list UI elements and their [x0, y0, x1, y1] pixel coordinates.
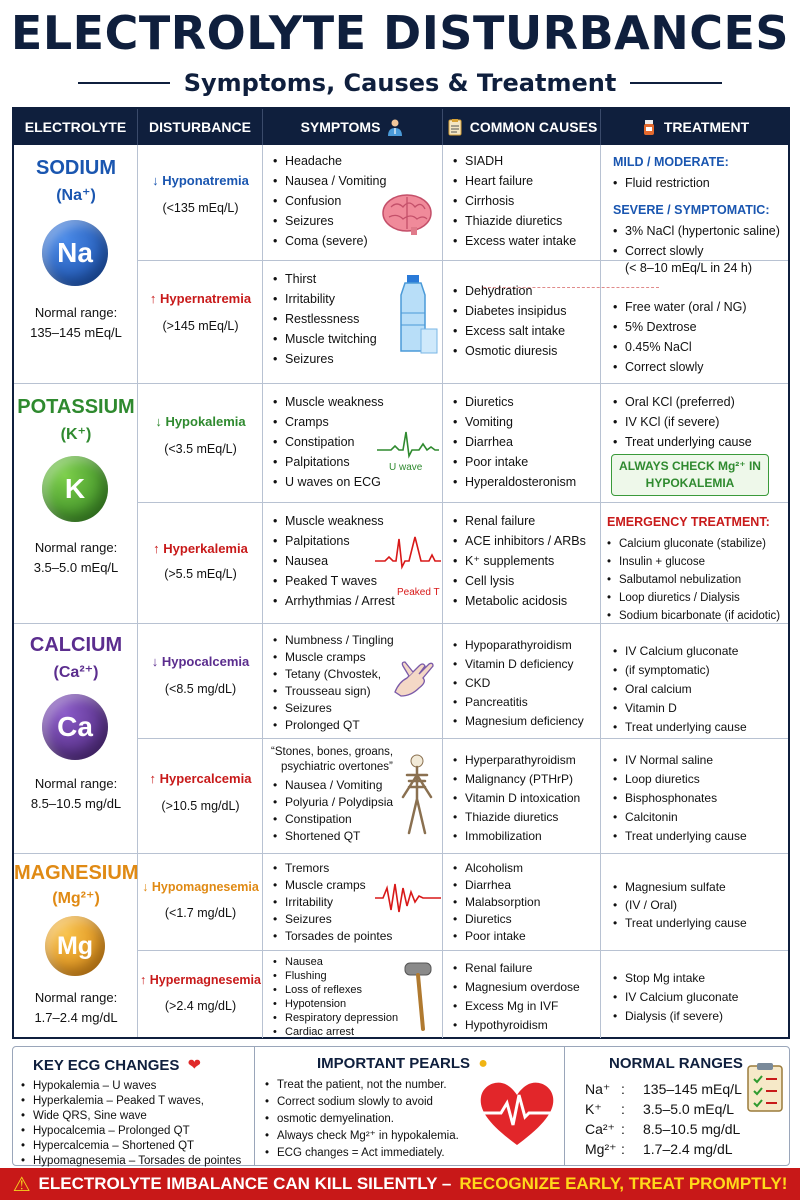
cause-list	[453, 151, 576, 251]
magnesium-ball-icon: Mg	[45, 916, 105, 976]
treatment-list	[613, 392, 752, 452]
hypomagnesemia-row	[138, 854, 788, 950]
list-item: • Diarrhea	[453, 877, 540, 894]
treatment-heading: EMERGENCY TREATMENT:	[607, 515, 770, 529]
treatment-cell	[601, 951, 788, 1038]
causes-cell	[443, 384, 601, 502]
list-item: • Treat underlying cause	[613, 718, 747, 737]
list-item: • Nausea	[273, 955, 398, 969]
list-item: • Nausea / Vomiting	[273, 777, 393, 794]
list-item: • Seizures	[273, 700, 394, 717]
list-item: • Treat underlying cause	[613, 827, 747, 846]
list-item: • Muscle cramps	[273, 877, 392, 894]
ecg-title: KEY ECG CHANGES ❤	[33, 1057, 201, 1074]
treatment-cell	[601, 145, 788, 275]
list-item: • Fluid restriction	[613, 173, 710, 193]
potassium-cell	[14, 384, 138, 623]
list-item: • K⁺ supplements	[453, 551, 586, 571]
disturbance-cell	[138, 739, 263, 854]
list-item: • Flushing	[273, 969, 398, 983]
cause-list	[453, 281, 566, 361]
list-item: • Hypercalcemia – Shortened QT	[21, 1139, 241, 1154]
list-item: • Renal failure	[453, 959, 580, 978]
symptoms-cell	[263, 739, 443, 854]
list-item: • Vitamin D	[613, 699, 747, 718]
disturbance-threshold: (<3.5 mEq/L)	[164, 442, 237, 456]
list-item: • Respiratory depression	[273, 1011, 398, 1025]
list-item: • Malabsorption	[453, 894, 540, 911]
causes-cell	[443, 145, 601, 260]
list-item: • Thiazide diuretics	[453, 211, 576, 231]
list-item: • Muscle weakness	[273, 511, 395, 531]
list-item-continuation: • Wide QRS, Sine wave	[21, 1109, 241, 1124]
electrolyte-table	[12, 107, 790, 1039]
sodium-group	[14, 145, 788, 383]
page-subtitle: Symptoms, Causes & Treatment	[183, 69, 617, 97]
table-header	[14, 109, 788, 145]
list-item: • Diarrhea	[453, 432, 576, 452]
electrolyte-symbol: (Mg²⁺)	[52, 890, 100, 907]
hyperkalemia-row	[138, 502, 788, 624]
list-item: • Constipation	[273, 811, 393, 828]
list-item: • Seizures	[273, 349, 377, 369]
list-item: • Dehydration	[453, 281, 566, 301]
list-item: • Alcoholism	[453, 860, 540, 877]
list-item: • Excess Mg in IVF	[453, 997, 580, 1016]
causes-cell	[443, 624, 601, 738]
ecg-u-wave-icon	[377, 428, 439, 465]
disturbance-cell	[138, 624, 263, 738]
list-item: • Osmotic diuresis	[453, 341, 566, 361]
list-item: • IV Calcium gluconate	[613, 988, 738, 1007]
list-item: • ACE inhibitors / ARBs	[453, 531, 586, 551]
range-value: 8.5–10.5 mg/dL	[30, 796, 122, 811]
disturbance-threshold: (>10.5 mg/dL)	[161, 799, 240, 813]
list-item: • Loop diuretics	[613, 770, 747, 789]
disturbance-name: ↑ Hypercalcemia	[149, 771, 252, 786]
list-item: • Arrhythmias / Arrest	[273, 591, 395, 611]
doctor-icon	[386, 118, 404, 136]
potassium-group	[14, 383, 788, 623]
disturbance-name: ↑ Hyperkalemia	[153, 541, 248, 556]
disturbance-cell	[138, 384, 263, 502]
calcium-cell	[14, 624, 138, 853]
list-item: • Tremors	[273, 860, 392, 877]
list-item: • Heart failure	[453, 171, 576, 191]
list-item: • Seizures	[273, 911, 392, 928]
ecg-list	[21, 1079, 241, 1169]
list-item: • Pancreatitis	[453, 693, 584, 712]
range-value: 1.7–2.4 mg/dL	[34, 1010, 118, 1025]
lightbulb-icon: ●	[478, 1055, 488, 1072]
list-item: • Correct slowly	[613, 241, 780, 261]
symptoms-cell	[263, 624, 443, 738]
list-item: • Vitamin D deficiency	[453, 655, 584, 674]
list-item: • Calcitonin	[613, 808, 747, 827]
cause-list	[453, 860, 540, 945]
range-label: Normal range:	[34, 776, 118, 791]
sodium-ball-icon: Na	[42, 220, 108, 286]
list-item: • 0.45% NaCl	[613, 337, 747, 357]
list-item: • Cell lysis	[453, 571, 586, 591]
list-item: • 5% Dextrose	[613, 317, 747, 337]
header-treatment: TREATMENT	[601, 109, 788, 145]
list-item: • Cramps	[273, 412, 384, 432]
list-item: • Polyuria / Polydipsia	[273, 794, 393, 811]
list-item: • Muscle weakness	[273, 392, 384, 412]
list-item: • Muscle cramps	[273, 649, 394, 666]
list-item: • IV Normal saline	[613, 751, 747, 770]
cause-list	[453, 636, 584, 731]
list-item: • Treat underlying cause	[613, 432, 752, 452]
treatment-note: (< 8–10 mEq/L in 24 h)	[625, 261, 753, 275]
disturbance-name: ↓ Hyponatremia	[152, 173, 249, 188]
causes-cell	[443, 503, 601, 624]
electrolyte-symbol: (K⁺)	[60, 426, 92, 443]
list-item: • CKD	[453, 674, 584, 693]
treatment-list	[613, 297, 747, 377]
heart-ecg-icon	[477, 1077, 557, 1154]
disturbance-name: ↑ Hypermagnesemia	[140, 973, 261, 987]
disturbance-name: ↑ Hypernatremia	[149, 291, 252, 306]
symptom-list	[273, 392, 384, 492]
list-item: • Hypothyroidism	[453, 1016, 580, 1035]
list-item: • Restlessness	[273, 309, 377, 329]
list-item: • Hyperkalemia – Peaked T waves,	[21, 1094, 241, 1109]
list-item: • Treat the patient, not the number.	[265, 1077, 459, 1094]
calcium-group	[14, 623, 788, 853]
electrolyte-name: POTASSIUM	[17, 396, 135, 418]
sodium-cell	[14, 145, 138, 383]
treatment-list	[613, 751, 747, 846]
treatment-list	[613, 878, 747, 932]
range-label: Normal range:	[34, 540, 118, 555]
divider	[630, 82, 722, 84]
treatment-list	[613, 221, 780, 261]
list-item: • Thiazide diuretics	[453, 808, 580, 827]
treatment-list	[607, 535, 780, 625]
warning-icon: ⚠	[12, 1173, 31, 1196]
pearls-list	[265, 1077, 459, 1162]
list-item: • Insulin + glucose	[607, 553, 780, 571]
treatment-list	[613, 969, 738, 1026]
page-title: ELECTROLYTE DISTURBANCES	[10, 6, 790, 60]
reflex-hammer-icon	[401, 957, 437, 1038]
list-item: • Excess water intake	[453, 231, 576, 251]
list-item: • Nausea	[273, 551, 395, 571]
electrolyte-name: CALCIUM	[29, 634, 123, 656]
hyponatremia-row	[138, 145, 788, 275]
electrolyte-symbol: (Ca²⁺)	[53, 664, 99, 681]
list-item: • Sodium bicarbonate (if acidotic)	[607, 607, 780, 625]
symptoms-cell	[263, 951, 443, 1038]
disturbance-cell	[138, 951, 263, 1038]
list-item: • Hyperparathyroidism	[453, 751, 580, 770]
list-item: • Oral calcium	[613, 680, 747, 699]
hypocalcemia-row	[138, 624, 788, 738]
disturbance-threshold: (>5.5 mEq/L)	[164, 567, 237, 581]
list-item: • Numbness / Tingling	[273, 632, 394, 649]
list-item: • Bisphosphonates	[613, 789, 747, 808]
symptom-list	[273, 777, 393, 845]
list-item: • Vomiting	[453, 412, 576, 432]
pearls-title: IMPORTANT PEARLS ●	[317, 1055, 488, 1072]
list-item: • Loss of reflexes	[273, 983, 398, 997]
list-item: • Thirst	[273, 269, 377, 289]
causes-cell	[443, 261, 601, 383]
warning-banner	[0, 1168, 800, 1200]
list-item: • Palpitations	[273, 531, 395, 551]
wave-label: U wave	[389, 462, 423, 473]
hand-icon	[389, 652, 437, 705]
hypernatremia-row	[138, 260, 788, 383]
magnesium-group	[14, 853, 788, 1037]
pearls-box	[255, 1047, 565, 1165]
list-item: • Seizures	[273, 211, 386, 231]
disturbance-cell	[138, 854, 263, 950]
list-item: • Prolonged QT	[273, 717, 394, 734]
list-item: • IV KCl (if severe)	[613, 412, 752, 432]
treatment-cell	[601, 503, 788, 624]
hypermagnesemia-row	[138, 950, 788, 1038]
ranges-title: NORMAL RANGES	[609, 1055, 743, 1072]
hypokalemia-row	[138, 384, 788, 502]
treatment-list	[613, 173, 710, 193]
electrolyte-name: MAGNESIUM	[14, 862, 139, 884]
list-item: • Magnesium sulfate	[613, 878, 747, 896]
list-item: • ECG changes = Act immediately.	[265, 1145, 459, 1162]
list-item-continuation: • Trousseau sign)	[273, 683, 394, 700]
list-item: • Poor intake	[453, 928, 540, 945]
list-item: • Irritability	[273, 894, 392, 911]
header-symptoms: SYMPTOMS	[263, 109, 443, 145]
ecg-torsades-icon	[375, 880, 441, 921]
list-item: • Salbutamol nebulization	[607, 571, 780, 589]
list-item: • U waves on ECG	[273, 472, 384, 492]
list-item: • Diabetes insipidus	[453, 301, 566, 321]
list-item: • Excess salt intake	[453, 321, 566, 341]
potassium-ball-icon: K	[42, 456, 108, 522]
disturbance-cell	[138, 503, 263, 624]
cause-list	[453, 511, 586, 611]
list-item: • Diuretics	[453, 392, 576, 412]
disturbance-name: ↓ Hypokalemia	[155, 414, 246, 429]
list-item: • Always check Mg²⁺ in hypokalemia.	[265, 1128, 459, 1145]
treatment-cell	[601, 384, 788, 502]
symptoms-cell	[263, 854, 443, 950]
range-label: Normal range:	[34, 990, 118, 1005]
list-item: • Treat underlying cause	[613, 914, 747, 932]
symptoms-cell	[263, 384, 443, 502]
list-item: • SIADH	[453, 151, 576, 171]
list-item: • Oral KCl (preferred)	[613, 392, 752, 412]
list-item: • 3% NaCl (hypertonic saline)	[613, 221, 780, 241]
symptom-list	[273, 955, 398, 1039]
list-item: • Hypomagnesemia – Torsades de pointes	[21, 1154, 241, 1169]
list-item: • Immobilization	[453, 827, 580, 846]
symptom-list	[273, 632, 394, 734]
checklist-icon	[745, 1061, 785, 1118]
magnesium-cell	[14, 854, 138, 1037]
header-disturbance: DISTURBANCE	[138, 109, 263, 145]
medicine-bottle-icon	[640, 118, 658, 136]
list-item-continuation: • (if symptomatic)	[613, 661, 747, 680]
list-item: • Headache	[273, 151, 386, 171]
symptoms-cell	[263, 261, 443, 383]
disturbance-threshold: (>2.4 mg/dL)	[164, 999, 237, 1013]
list-item: • Torsades de pointes	[273, 928, 392, 945]
brain-icon	[381, 193, 433, 240]
list-item: • Muscle twitching	[273, 329, 377, 349]
banner-text: ELECTROLYTE IMBALANCE CAN KILL SILENTLY –	[38, 1174, 452, 1193]
wave-label: Peaked T	[397, 587, 440, 598]
list-item-continuation: • (IV / Oral)	[613, 896, 747, 914]
treatment-cell	[601, 739, 788, 854]
list-item: • Constipation	[273, 432, 384, 452]
list-item: • Irritability	[273, 289, 377, 309]
list-item: • Peaked T waves	[273, 571, 395, 591]
calcium-ball-icon: Ca	[42, 694, 108, 760]
causes-cell	[443, 951, 601, 1038]
causes-cell	[443, 854, 601, 950]
normal-ranges-box: NORMAL RANGES Na⁺ : 135–145 mEq/L K⁺ : 3.5–5.0 mEq/L Ca²⁺ : 8.5–10.5 mg/dL Mg²⁺ : 1.7–2.4 mg/dL	[565, 1047, 791, 1165]
list-item: • Diuretics	[453, 911, 540, 928]
list-item: • Stop Mg intake	[613, 969, 738, 988]
list-item: • Dialysis (if severe)	[613, 1007, 738, 1026]
treatment-cell	[601, 261, 788, 383]
symptom-list	[273, 151, 386, 251]
disturbance-threshold: (<1.7 mg/dL)	[164, 906, 237, 920]
list-item: • Hypocalcemia – Prolonged QT	[21, 1124, 241, 1139]
list-item: • Shortened QT	[273, 828, 393, 845]
ecg-changes-box	[13, 1047, 255, 1165]
list-item: • Metabolic acidosis	[453, 591, 586, 611]
list-item: • Hyperaldosteronism	[453, 472, 576, 492]
list-item-continuation: • osmotic demyelination.	[265, 1111, 459, 1128]
skeleton-icon	[397, 753, 437, 842]
list-item: • Free water (oral / NG)	[613, 297, 747, 317]
list-item: • Coma (severe)	[273, 231, 386, 251]
list-item: • Vitamin D intoxication	[453, 789, 580, 808]
list-item: • Calcium gluconate (stabilize)	[607, 535, 780, 553]
range-value: 135–145 mEq/L	[30, 325, 122, 340]
causes-cell	[443, 739, 601, 854]
disturbance-threshold: (<135 mEq/L)	[162, 201, 239, 215]
list-item: • Cirrhosis	[453, 191, 576, 211]
electrolyte-name: SODIUM	[36, 157, 116, 179]
subtitle-row	[0, 66, 800, 100]
list-item: • Hypotension	[273, 997, 398, 1011]
list-item: • Confusion	[273, 191, 386, 211]
list-item: • IV Calcium gluconate	[613, 642, 747, 661]
electrolyte-symbol: (Na⁺)	[56, 187, 96, 204]
clipboard-icon	[446, 118, 464, 136]
treatment-heading: MILD / MODERATE:	[613, 155, 729, 169]
list-item: • Loop diuretics / Dialysis	[607, 589, 780, 607]
cause-list	[453, 392, 576, 492]
divider	[78, 82, 170, 84]
list-item: • Poor intake	[453, 452, 576, 472]
list-item: • Cardiac arrest	[273, 1025, 398, 1039]
disturbance-threshold: (<8.5 mg/dL)	[164, 682, 237, 696]
range-label: Normal range:	[34, 305, 118, 320]
list-item: • Hypoparathyroidism	[453, 636, 584, 655]
header-causes: COMMON CAUSES	[443, 109, 601, 145]
disturbance-cell	[138, 145, 263, 260]
list-item: • Magnesium deficiency	[453, 712, 584, 731]
symptoms-cell	[263, 145, 443, 260]
disturbance-name: ↓ Hypocalcemia	[151, 654, 250, 669]
disturbance-threshold: (>145 mEq/L)	[162, 319, 239, 333]
heart-icon: ❤	[187, 1057, 201, 1074]
water-bottle-icon	[395, 273, 439, 360]
list-item: • Correct slowly	[613, 357, 747, 377]
cause-list	[453, 751, 580, 846]
treatment-heading: SEVERE / SYMPTOMATIC:	[613, 203, 770, 217]
hypercalcemia-row	[138, 738, 788, 854]
header-electrolyte: ELECTROLYTE	[14, 109, 138, 145]
summary-panel	[12, 1046, 790, 1166]
range-value: 3.5–5.0 mEq/L	[33, 560, 119, 575]
cause-list	[453, 959, 580, 1035]
treatment-cell	[601, 854, 788, 950]
disturbance-name: ↓ Hypomagnesemia	[142, 880, 259, 894]
symptom-list	[273, 269, 377, 369]
list-item: • Correct sodium slowly to avoid	[265, 1094, 459, 1111]
disturbance-cell	[138, 261, 263, 383]
ecg-peaked-t-icon	[375, 533, 441, 578]
list-item: • Malignancy (PTHrP)	[453, 770, 580, 789]
treatment-list	[613, 642, 747, 737]
list-item: • Magnesium overdose	[453, 978, 580, 997]
list-item: • Palpitations	[273, 452, 384, 472]
symptoms-cell	[263, 503, 443, 624]
mnemonic: “Stones, bones, groans, psychiatric overtones”	[271, 746, 394, 773]
banner-highlight: RECOGNIZE EARLY, TREAT PROMPTLY!	[459, 1174, 788, 1193]
list-item: • Nausea / Vomiting	[273, 171, 386, 191]
list-item: • Tetany (Chvostek,	[273, 666, 394, 683]
treatment-cell	[601, 624, 788, 738]
list-item: • Hypokalemia – U waves	[21, 1079, 241, 1094]
hypokalemia-note: ALWAYS CHECK Mg²⁺ IN HYPOKALEMIA	[611, 454, 769, 496]
list-item: • Renal failure	[453, 511, 586, 531]
